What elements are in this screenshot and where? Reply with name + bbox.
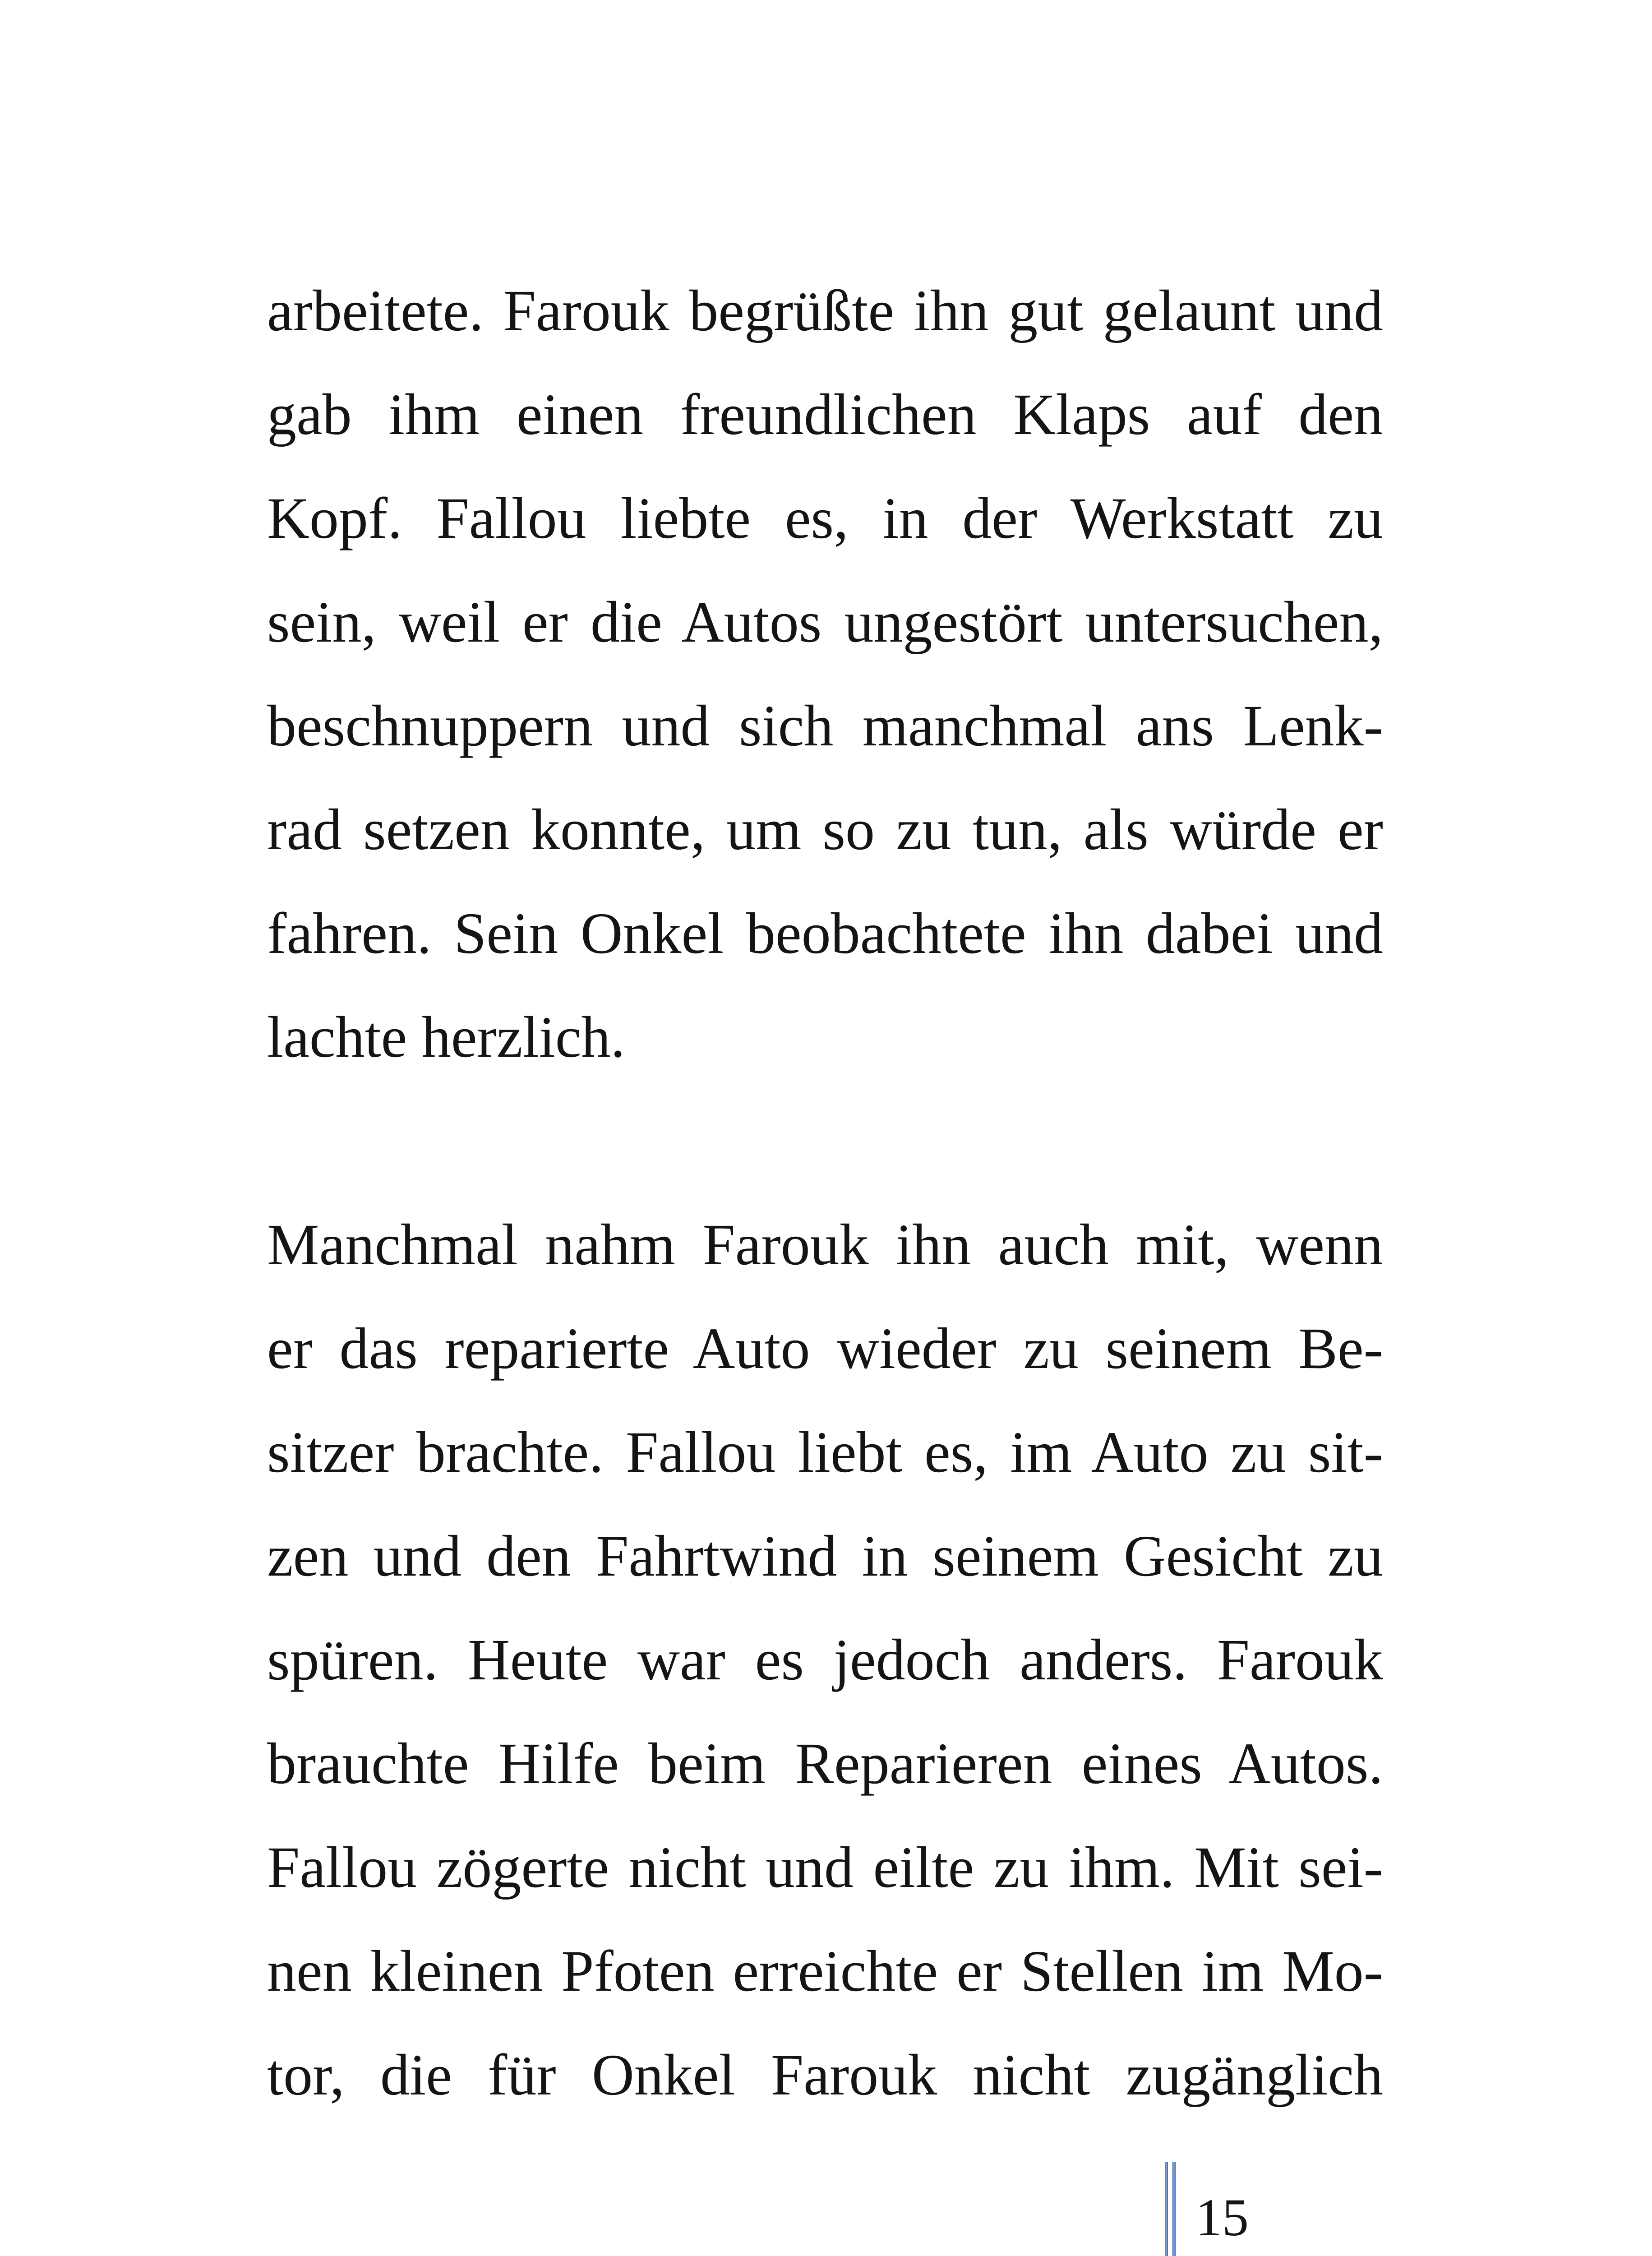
text-line: Manchmal nahm Farouk ihn auch mit, wenn	[267, 1212, 1383, 1277]
text-line: Fallou zögerte nicht und eilte zu ihm. Mit sei-	[267, 1835, 1383, 1900]
paragraph-spacer	[267, 1089, 1383, 1193]
text-line: er das reparierte Auto wieder zu seinem Be-	[267, 1316, 1383, 1381]
text-line: Kopf. Fallou liebte es, in der Werkstatt zu	[267, 486, 1383, 551]
text-line: zen und den Fahrtwind in seinem Gesicht zu	[267, 1524, 1383, 1589]
text-line: rad setzen konnte, um so zu tun, als würde er	[267, 797, 1383, 862]
text-line: arbeitete. Farouk begrüßte ihn gut gelaunt und	[267, 278, 1383, 343]
text-line: fahren. Sein Onkel beobachtete ihn dabei und	[267, 901, 1383, 966]
text-line: spüren. Heute war es jedoch anders. Farouk	[267, 1627, 1383, 1692]
page-number: 15	[1195, 2188, 1249, 2247]
paragraph-1	[267, 259, 1383, 1089]
text-line: sitzer brachte. Fallou liebt es, im Auto zu sit-	[267, 1420, 1383, 1485]
text-line: beschnuppern und sich manchmal ans Lenk-	[267, 693, 1383, 758]
text-line: gab ihm einen freundlichen Klaps auf den	[267, 382, 1383, 447]
text-line: nen kleinen Pfoten erreichte er Stellen im Mo-	[267, 1939, 1383, 2004]
text-line: tor, die für Onkel Farouk nicht zugänglich	[267, 2043, 1383, 2108]
page-number-rule	[1165, 2162, 1177, 2256]
text-line: sein, weil er die Autos ungestört untersuchen,	[267, 590, 1383, 655]
rule-bar-right	[1172, 2162, 1176, 2256]
text-line: brauchte Hilfe beim Reparieren eines Autos.	[267, 1731, 1383, 1796]
body-text	[267, 259, 1383, 2127]
paragraph-2	[267, 1193, 1383, 2127]
text-line: lachte herzlich.	[267, 1005, 625, 1070]
rule-bar-left	[1165, 2162, 1168, 2256]
